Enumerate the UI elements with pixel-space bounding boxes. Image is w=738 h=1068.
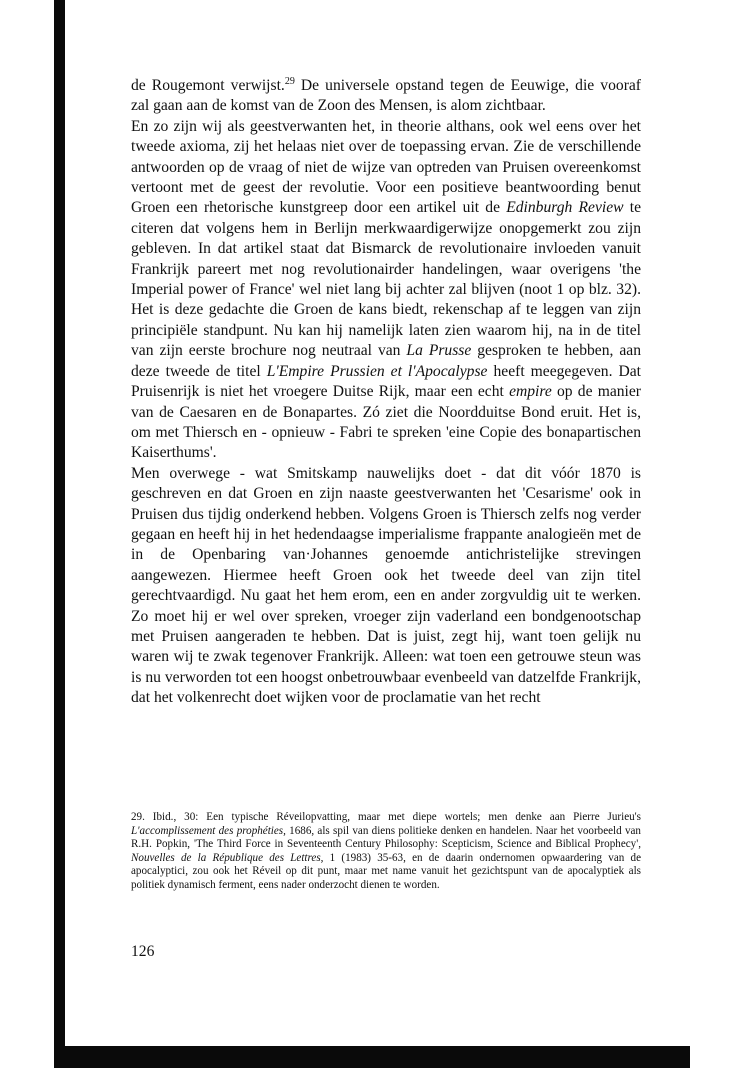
paragraph-1: de Rougemont verwijst.$^{29}$ De universele opstand tegen de Eeuwige, die vooraf zal gaan aan de komst van de Zoon des Mensen, is alom zichtbaar.	[131, 76, 641, 115]
scan-edge-left	[54, 0, 65, 1068]
italic-title-empire-prussien: L'Empire Prussien et l'Apocalypse	[266, 362, 488, 380]
italic-title-edinburgh-review: Edinburgh Review	[506, 199, 624, 217]
scan-margin-right	[690, 0, 738, 1068]
footnote-29: 29. Ibid., 30: Een typische Réveilopvatting, maar met diepe wortels; men denke aan Pierre Jurieu's L'accomplissement des prophéties, 1686, als spil van diens politieke denken en handelen. Naar het voorbeeld van R.H. Popkin, 'The Third Force in Seventeenth Century Philosophy: Scepticism, Science and Biblical Prophecy', Nouvelles de la République des Lettres, 1 (1983) 35-63, en de daarin ondernomen opwaardering van de apocalyptici, zou ook het Réveil op dit punt, maar met name vanuit het gezichtspunt van de apocalyptiek als politiek dynamisch ferment, eens nader onderzocht dienen te worden.	[131, 811, 641, 891]
footnote-italic-accomplissement: L'accomplissement des prophéties,	[131, 824, 286, 837]
paragraph-3: Men overwege - wat Smitskamp nauwelijks doet - dat dit vóór 1870 is geschreven en dat Groen en zijn naaste geestverwanten het 'Cesarisme' ook in Pruisen dus tijdig onderkend hebben. Volgens Groen is Thiersch zelfs nog verder gegaan en heeft hij in het hedendaagse imperialisme frappante analogieën met de in de Openbaring van·Johannes genoemde antichristelijke strevingen aangewezen. Hiermee heeft Groen ook het tweede deel van zijn titel gerechtvaardigd. Nu gaat het hem erom, een en ander zorgvuldig uit te werken. Zo moet hij er wel over spreken, vroeger zijn vaderland een bondgenootschap met Pruisen aangeraden te hebben. Dat is juist, zegt hij, want toen gelijk nu waren wij te zwak tegenover Frankrijk. Alleen: wat toen een getrouwe steun was is nu verworden tot een hoogst onbetrouwbaar evenbeeld van datzelfde Frankrijk, dat het volkenrecht doet wijken voor de proclamatie van het recht	[131, 464, 641, 707]
footnote-ref-29[interactable]: 29	[284, 76, 295, 87]
page-number: 126	[131, 943, 155, 960]
footnote-italic-nouvelles: Nouvelles de la République des Lettres,	[131, 851, 324, 864]
page-body	[131, 76, 641, 709]
scan-edge-bottom	[54, 1046, 690, 1068]
italic-word-empire: empire	[509, 383, 552, 401]
paragraph-2: En zo zijn wij als geestverwanten het, in theorie althans, ook wel eens over het tweede axioma, zij het helaas niet over de toepassing ervan. Zie de verschillende antwoorden op de vraag of niet de wijze van optreden van Pruisen overeenkomst vertoont met de geest der revolutie. Voor een positieve beantwoording benut Groen een rhetorische kunstgreep door een artikel uit de Edinburgh Review te citeren dat volgens hem in Berlijn merkwaardigerwijze onopgemerkt zou zijn gebleven. In dat artikel staat dat Bismarck de revolutionaire invloeden vanuit Frankrijk pareert met nog revolutionairder handelingen, waar overigens 'the Imperial power of France' wel niet lang bij achter zal blijven (noot 1 op blz. 32). Het is deze gedachte die Groen de kans biedt, rekenschap af te leggen van zijn principiële standpunt. Nu kan hij namelijk laten zien waarom hij, na in de titel van zijn eerste brochure nog neutraal van La Prusse gesproken te hebben, aan deze tweede de titel L'Empire Prussien et l'Apocalypse heeft meegegeven. Dat Pruisenrijk is niet het vroegere Duitse Rijk, maar een echt empire op de manier van de Caesaren en de Bonapartes. Zó ziet die Noordduitse Bond eruit. Het is, om met Thiersch en - opnieuw - Fabri te spreken 'eine Copie des bonapartischen Kaiserthums'.	[131, 117, 642, 462]
italic-title-la-prusse: La Prusse	[406, 342, 472, 360]
